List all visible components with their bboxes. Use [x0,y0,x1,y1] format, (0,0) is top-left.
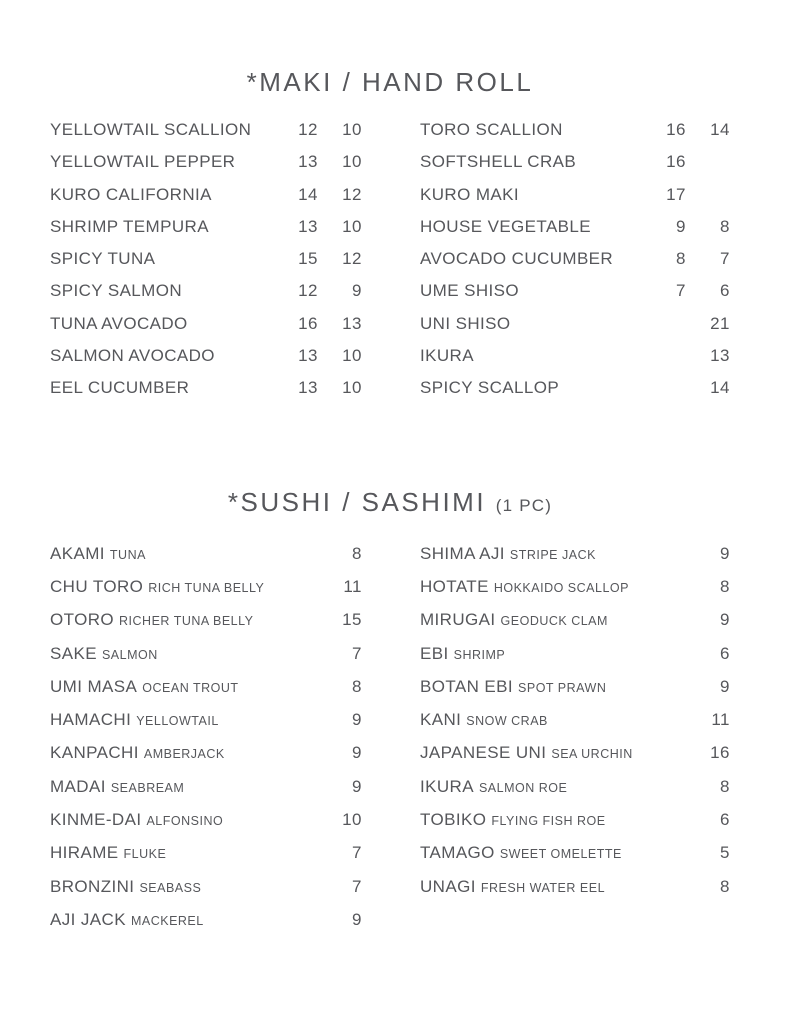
item-price: 10 [342,216,362,236]
item-price: 10 [342,120,362,139]
item-name: SPICY TUNA [50,249,156,269]
item-price: 12 [298,120,318,139]
item-price: 8 [352,676,362,696]
item-price: 10 [342,378,362,398]
item-name: CHU TORO RICH TUNA BELLY [50,576,265,596]
menu-item-row [50,604,362,637]
sushi-section-title-note: (1 PC) [495,495,553,515]
item-price: 10 [342,810,362,830]
item-description: FLUKE [123,847,167,862]
item-name: UNI SHISO [420,313,511,333]
menu-item-row [50,211,362,243]
item-name: SAKE SALMON [50,643,158,663]
item-name: YELLOWTAIL SCALLION [50,120,252,139]
item-name: UME SHISO [420,281,520,301]
item-name: SALMON AVOCADO [50,346,215,366]
item-description: SEABASS [139,880,202,895]
menu-item-row [420,372,730,404]
item-name: JAPANESE UNI SEA URCHIN [420,743,633,763]
item-name: BRONZINI SEABASS [50,876,202,896]
menu-item-row [50,114,362,146]
item-name: SPICY SCALLOP [420,378,560,398]
menu-item-row [50,671,362,704]
menu-item-row [420,604,730,637]
item-name: YELLOWTAIL PEPPER [50,152,236,172]
item-name: KANI SNOW CRAB [420,710,548,730]
item-price: 16 [666,120,686,139]
maki-section-title-text: *MAKI / HAND ROLL [246,67,534,97]
item-price: 16 [666,152,686,172]
item-price: 13 [342,313,362,333]
menu-item-row [50,243,362,275]
item-price: 8 [720,576,730,596]
item-description: HOKKAIDO SCALLOP [493,580,629,595]
item-name: KURO CALIFORNIA [50,184,212,204]
menu-item-row [420,837,730,870]
item-name: EEL CUCUMBER [50,378,190,398]
item-description: SNOW CRAB [466,714,548,729]
sushi-column-left [50,538,362,938]
item-price: 7 [352,876,362,896]
item-description: GEODUCK CLAM [500,614,608,629]
item-name: SOFTSHELL CRAB [420,152,577,172]
item-description: SHRIMP [453,647,506,662]
item-price: 21 [710,313,730,333]
sushi-section-title-text: *SUSHI / SASHIMI [227,486,487,517]
item-name: HOTATE HOKKAIDO SCALLOP [420,576,629,596]
item-price: 9 [720,543,730,563]
item-price: 7 [676,281,686,301]
section-maki [50,64,730,405]
menu-item-row [420,308,730,340]
menu-item-row [50,340,362,372]
item-price: 9 [352,743,362,763]
maki-column-left [50,114,362,405]
item-name: SPICY SALMON [50,281,183,301]
item-description: SEA URCHIN [551,747,633,762]
menu-item-row [420,340,730,372]
item-price: 15 [342,610,362,630]
menu-item-row [420,146,730,178]
item-name: IKURA SALMON ROE [420,776,568,796]
item-price: 11 [711,710,730,730]
menu-item-row [420,211,730,243]
item-name: KINME-DAI ALFONSINO [50,810,224,830]
item-name: IKURA [420,346,474,366]
item-description: RICH TUNA BELLY [148,580,265,595]
item-price: 6 [720,810,730,830]
sushi-column-right [420,538,730,938]
item-name: HAMACHI YELLOWTAIL [50,710,219,730]
item-name: SHIMA AJI STRIPE JACK [420,543,596,563]
item-description: YELLOWTAIL [136,714,219,729]
menu-item-row [50,179,362,211]
item-price: 12 [298,281,318,301]
item-name: TOBIKO FLYING FISH ROE [420,810,606,830]
item-price: 9 [352,909,362,929]
item-price: 7 [352,843,362,863]
item-name: AKAMI TUNA [50,543,146,563]
item-price: 9 [352,710,362,730]
item-description: OCEAN TROUT [142,680,239,695]
item-price: 11 [343,576,362,596]
item-description: SALMON [101,647,158,662]
item-description: TUNA [109,547,146,562]
menu-item-row [50,737,362,770]
menu-item-row [420,243,730,275]
item-name: BOTAN EBI SPOT PRAWN [420,676,607,696]
item-name: KURO MAKI [420,184,520,204]
item-price: 17 [666,184,686,204]
menu-item-row [420,275,730,307]
item-description: ALFONSINO [146,814,224,829]
menu-item-row [50,771,362,804]
menu-item-row [50,904,362,937]
item-description: SPOT PRAWN [518,680,607,695]
menu-item-row [50,571,362,604]
item-price: 9 [352,776,362,796]
menu-item-row [420,804,730,837]
item-description: SWEET OMELETTE [499,847,622,862]
item-name: SHRIMP TEMPURA [50,216,209,236]
item-price: 8 [720,876,730,896]
item-price: 13 [298,216,318,236]
item-price: 5 [720,843,730,863]
item-description: SALMON ROE [478,780,568,795]
item-price: 6 [720,643,730,663]
item-price: 14 [710,378,730,398]
maki-column-right [420,114,730,405]
menu-item-row [420,638,730,671]
item-name: KANPACHI AMBERJACK [50,743,225,763]
item-price: 9 [720,610,730,630]
item-description: RICHER TUNA BELLY [119,614,254,629]
item-name: AJI JACK MACKEREL [50,909,204,929]
menu-item-row [420,179,730,211]
item-price: 6 [720,281,730,301]
maki-section-title [50,64,730,100]
menu-item-row [50,704,362,737]
menu-item-row [50,308,362,340]
menu-item-row [420,538,730,571]
menu-item-row [50,871,362,904]
item-name: TUNA AVOCADO [50,313,188,333]
item-name: OTORO RICHER TUNA BELLY [50,610,254,630]
menu-item-row [420,671,730,704]
item-price: 10 [342,152,362,172]
item-price: 13 [298,152,318,172]
menu-item-row [50,275,362,307]
item-description: FLYING FISH ROE [491,814,606,829]
menu-item-row [50,372,362,404]
item-name: TAMAGO SWEET OMELETTE [420,843,622,863]
item-description: FRESH WATER EEL [480,880,606,895]
menu-item-row [50,837,362,870]
menu-item-row [420,737,730,770]
item-price: 16 [298,313,318,333]
item-description: SEABREAM [110,780,185,795]
item-price: 9 [720,676,730,696]
menu-item-row [420,771,730,804]
sushi-columns [50,538,730,938]
item-name: AVOCADO CUCUMBER [420,249,614,269]
item-description: MACKEREL [130,913,204,928]
menu-item-row [420,704,730,737]
item-name: MIRUGAI GEODUCK CLAM [420,610,608,630]
item-price: 12 [342,249,362,269]
item-description: STRIPE JACK [509,547,596,562]
item-price: 14 [710,120,730,139]
item-price: 7 [352,643,362,663]
item-price: 7 [720,249,730,269]
item-price: 13 [298,346,318,366]
item-price: 8 [720,776,730,796]
item-price: 8 [352,543,362,563]
item-price: 16 [710,743,730,763]
menu-item-row [50,638,362,671]
maki-columns [50,114,730,405]
item-price: 9 [676,216,686,236]
menu-item-row [420,114,730,146]
item-name: HIRAME FLUKE [50,843,167,863]
item-price: 13 [710,346,730,366]
item-name: EBI SHRIMP [420,643,506,663]
item-price: 8 [676,249,686,269]
item-price: 9 [352,281,362,301]
menu-item-row [50,146,362,178]
menu-item-row [420,571,730,604]
item-name: HOUSE VEGETABLE [420,216,592,236]
section-sushi [50,484,730,938]
item-description: AMBERJACK [143,747,225,762]
menu-item-row [50,804,362,837]
item-price: 15 [298,249,318,269]
sushi-section-title [50,484,730,524]
item-name: MADAI SEABREAM [50,776,185,796]
item-price: 8 [720,216,730,236]
item-name: UNAGI FRESH WATER EEL [420,876,606,896]
item-price: 14 [298,184,318,204]
item-price: 13 [298,378,318,398]
item-price: 12 [342,184,362,204]
menu-item-row [420,871,730,904]
menu-item-row [50,538,362,571]
item-name: TORO SCALLION [420,120,563,139]
item-name: UMI MASA OCEAN TROUT [50,676,239,696]
item-price: 10 [342,346,362,366]
